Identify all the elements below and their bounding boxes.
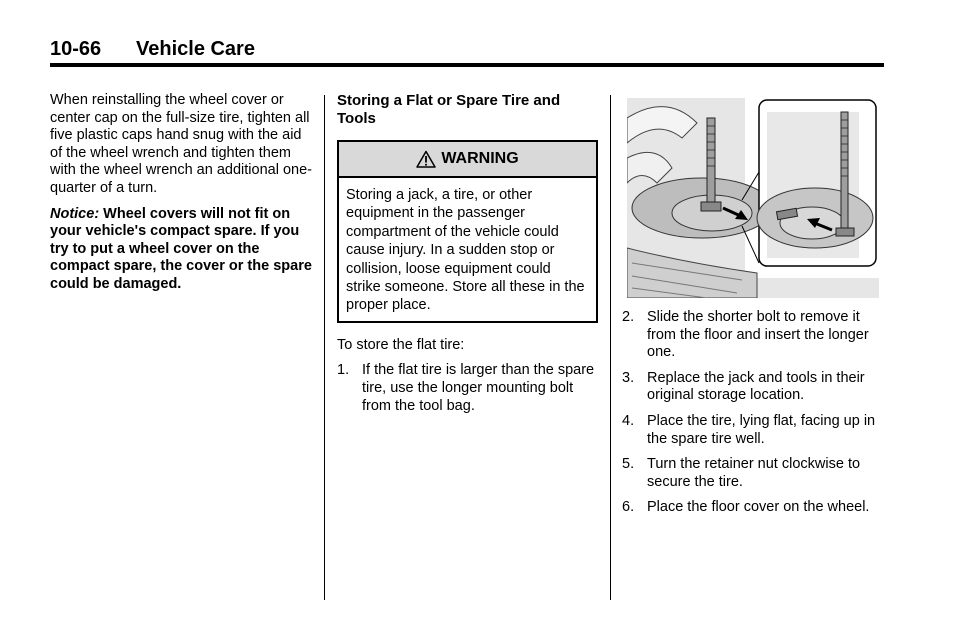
warning-text: Storing a jack, a tire, or other equipment in the passenger compartment of the vehicle could cause injury. In a sudden stop or collision, loose equipment could strike someone. Store all these in the proper place. (346, 187, 585, 314)
notice-label: Notice: (50, 205, 100, 222)
step-number: 6. (622, 499, 635, 516)
steps-list-col3 (622, 309, 884, 517)
step-2 (622, 309, 884, 362)
step-text: Turn the retainer nut clockwise to secure the tire. (647, 456, 861, 490)
step-number: 1. (337, 362, 350, 379)
page-number: 10-66 (50, 38, 102, 60)
step-6 (622, 499, 884, 517)
spare-tire-bolt-illustration (627, 98, 879, 298)
step-number: 5. (622, 456, 635, 473)
step-text: Place the floor cover on the wheel. (647, 499, 870, 516)
reinstall-paragraph: When reinstalling the wheel cover or center cap on the full-size tire, tighten all five plastic caps hand snug with the aid of the wheel wrench and tighten them with the wheel wrench an additional one-quarter of a turn. (50, 92, 312, 196)
step-text: Slide the shorter bolt to remove it from the floor and insert the longer one. (647, 309, 869, 361)
header-rule (50, 63, 884, 67)
warning-header (339, 142, 596, 178)
section-title: Vehicle Care (136, 38, 255, 60)
column-divider-2 (610, 95, 611, 600)
column-2 (337, 92, 602, 423)
step-1 (337, 362, 602, 415)
page-header (50, 38, 884, 66)
column-3 (622, 309, 884, 525)
step-number: 2. (622, 309, 635, 325)
steps-list-col2 (337, 362, 602, 415)
warning-box (337, 140, 598, 323)
step-text: If the flat tire is larger than the spare tire, use the longer mounting bolt from the tool bag. (362, 362, 595, 414)
step-text: Replace the jack and tools in their original storage location. (647, 369, 865, 404)
column-1 (50, 92, 315, 302)
store-intro: To store the flat tire: (337, 336, 465, 353)
step-4 (622, 413, 884, 448)
section-subheading: Storing a Flat or Spare Tire and Tools (337, 92, 561, 127)
step-number: 4. (622, 412, 635, 429)
notice-paragraph (50, 206, 315, 294)
column-divider-1 (324, 95, 325, 600)
step-5 (622, 456, 884, 491)
warning-title: WARNING (441, 150, 519, 168)
step-3 (622, 370, 884, 405)
warning-triangle-icon (416, 150, 436, 168)
step-number: 3. (622, 369, 635, 386)
notice-text: Wheel covers will not fit on your vehicle's compact spare. If you try to put a wheel cover on the compact spare, the cover or the spare could be damaged. (50, 205, 312, 292)
step-text: Place the tire, lying flat, facing up in the spare tire well. (647, 412, 876, 447)
